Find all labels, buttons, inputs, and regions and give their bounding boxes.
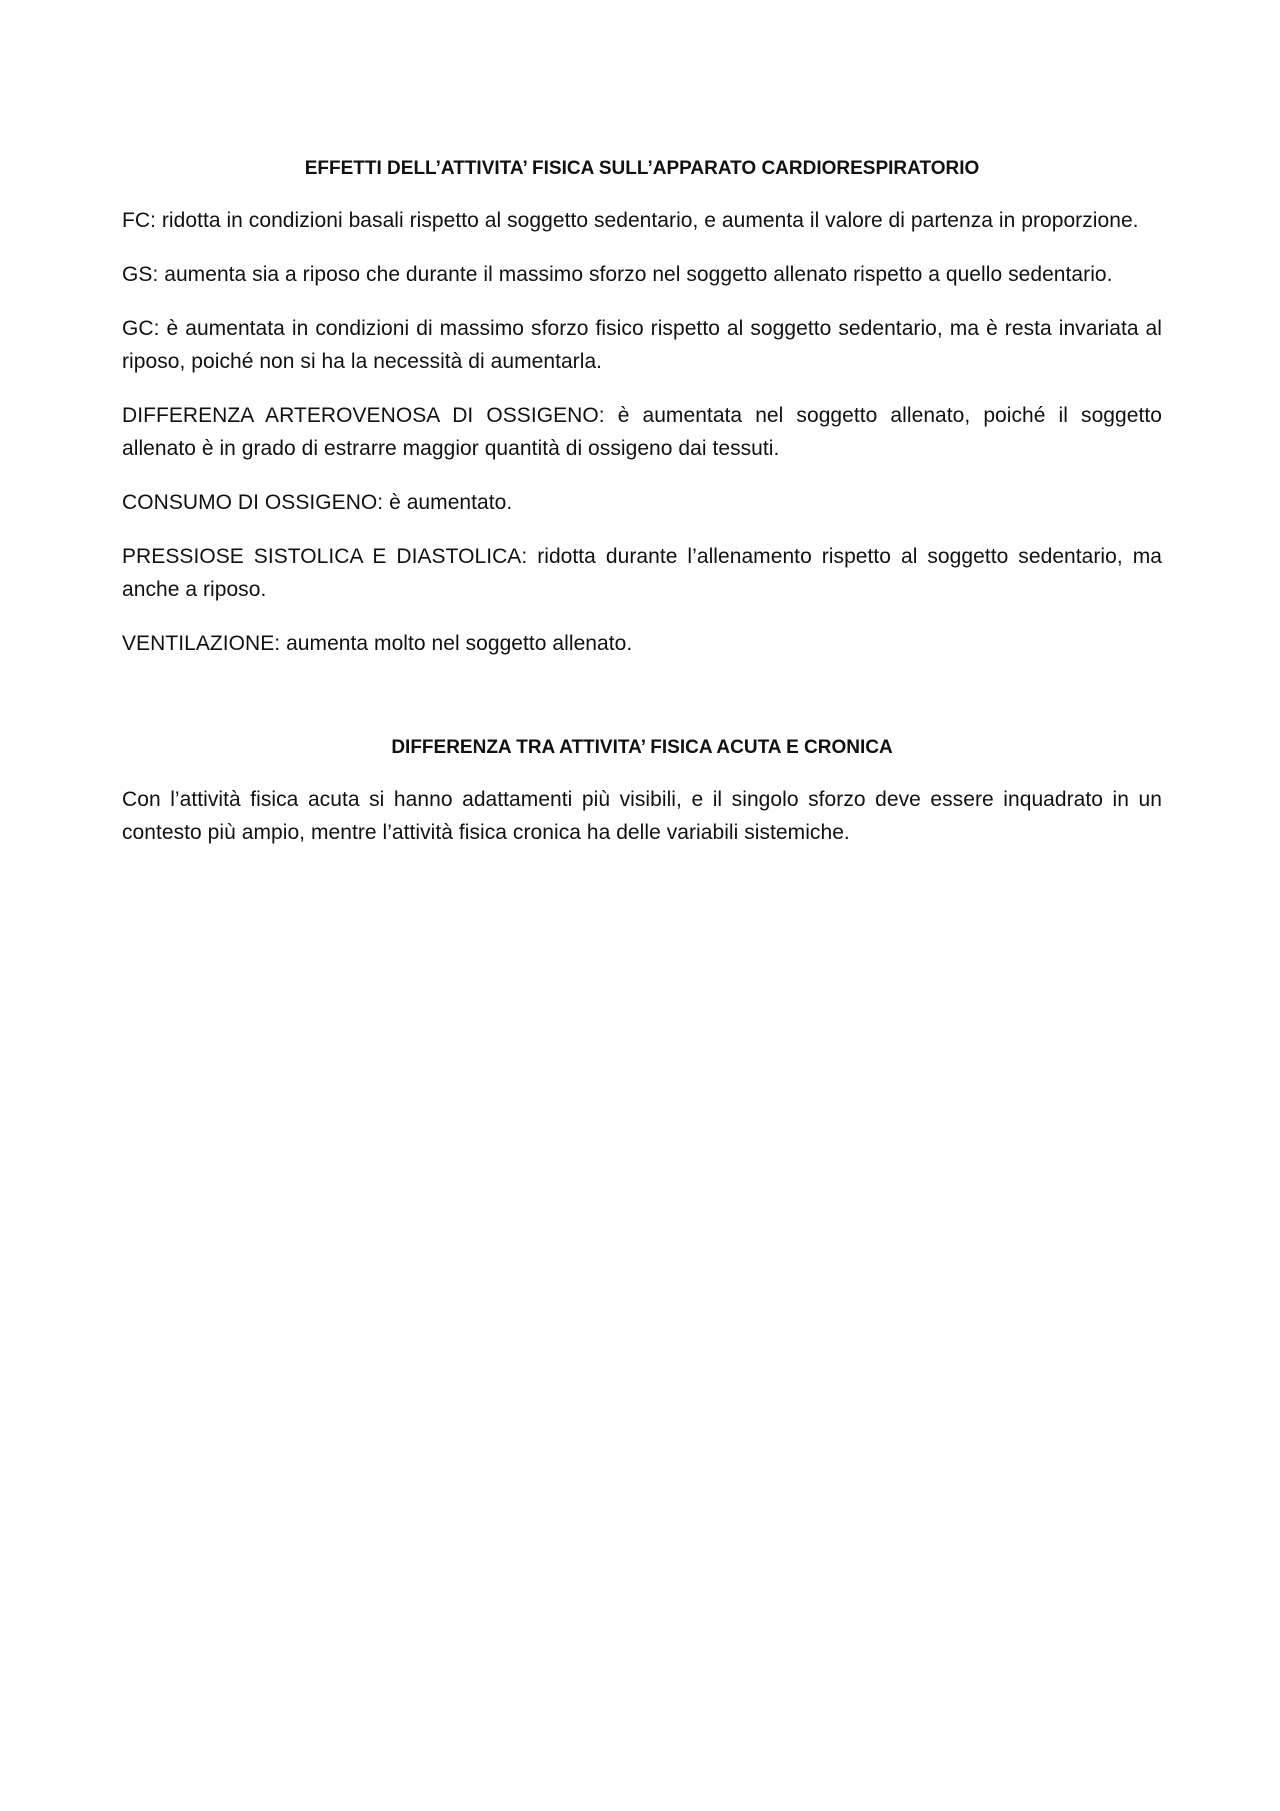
paragraph-acuta-cronica: Con l’attività fisica acuta si hanno adattamenti più visibili, e il singolo sforzo deve essere inquadrato in un contesto più ampio, mentre l’attività fisica cronica ha delle variabili sistemiche.	[122, 788, 1162, 844]
section-title-differenza: DIFFERENZA TRA ATTIVITA’ FISICA ACUTA E CRONICA	[391, 737, 893, 758]
document-content	[122, 156, 1162, 870]
paragraph-differenza-arterovenosa: DIFFERENZA ARTEROVENOSA DI OSSIGENO: è aumentata nel soggetto allenato, poiché il soggetto allenato è in grado di estrarre maggior quantità di ossigeno dai tessuti.	[122, 404, 1162, 460]
paragraph-pressione: PRESSIOSE SISTOLICA E DIASTOLICA: ridotta durante l’allenamento rispetto al soggetto sedentario, ma anche a riposo.	[122, 545, 1162, 601]
section-title-effetti: EFFETTI DELL’ATTIVITA’ FISICA SULL’APPARATO CARDIORESPIRATORIO	[304, 158, 980, 179]
paragraph-consumo-ossigeno: CONSUMO DI OSSIGENO: è aumentato.	[122, 491, 513, 514]
paragraph-gc: GC: è aumentata in condizioni di massimo sforzo fisico rispetto al soggetto sedentario, ma è resta invariata al riposo, poiché non si ha la necessità di aumentarla.	[122, 317, 1162, 373]
paragraph-fc: FC: ridotta in condizioni basali rispetto al soggetto sedentario, e aumenta il valore di partenza in proporzione.	[122, 209, 1139, 232]
paragraph-gs: GS: aumenta sia a riposo che durante il massimo sforzo nel soggetto allenato rispetto a quello sedentario.	[122, 263, 1113, 286]
paragraph-ventilazione: VENTILAZIONE: aumenta molto nel soggetto allenato.	[122, 632, 633, 655]
section-spacer	[122, 681, 1162, 735]
